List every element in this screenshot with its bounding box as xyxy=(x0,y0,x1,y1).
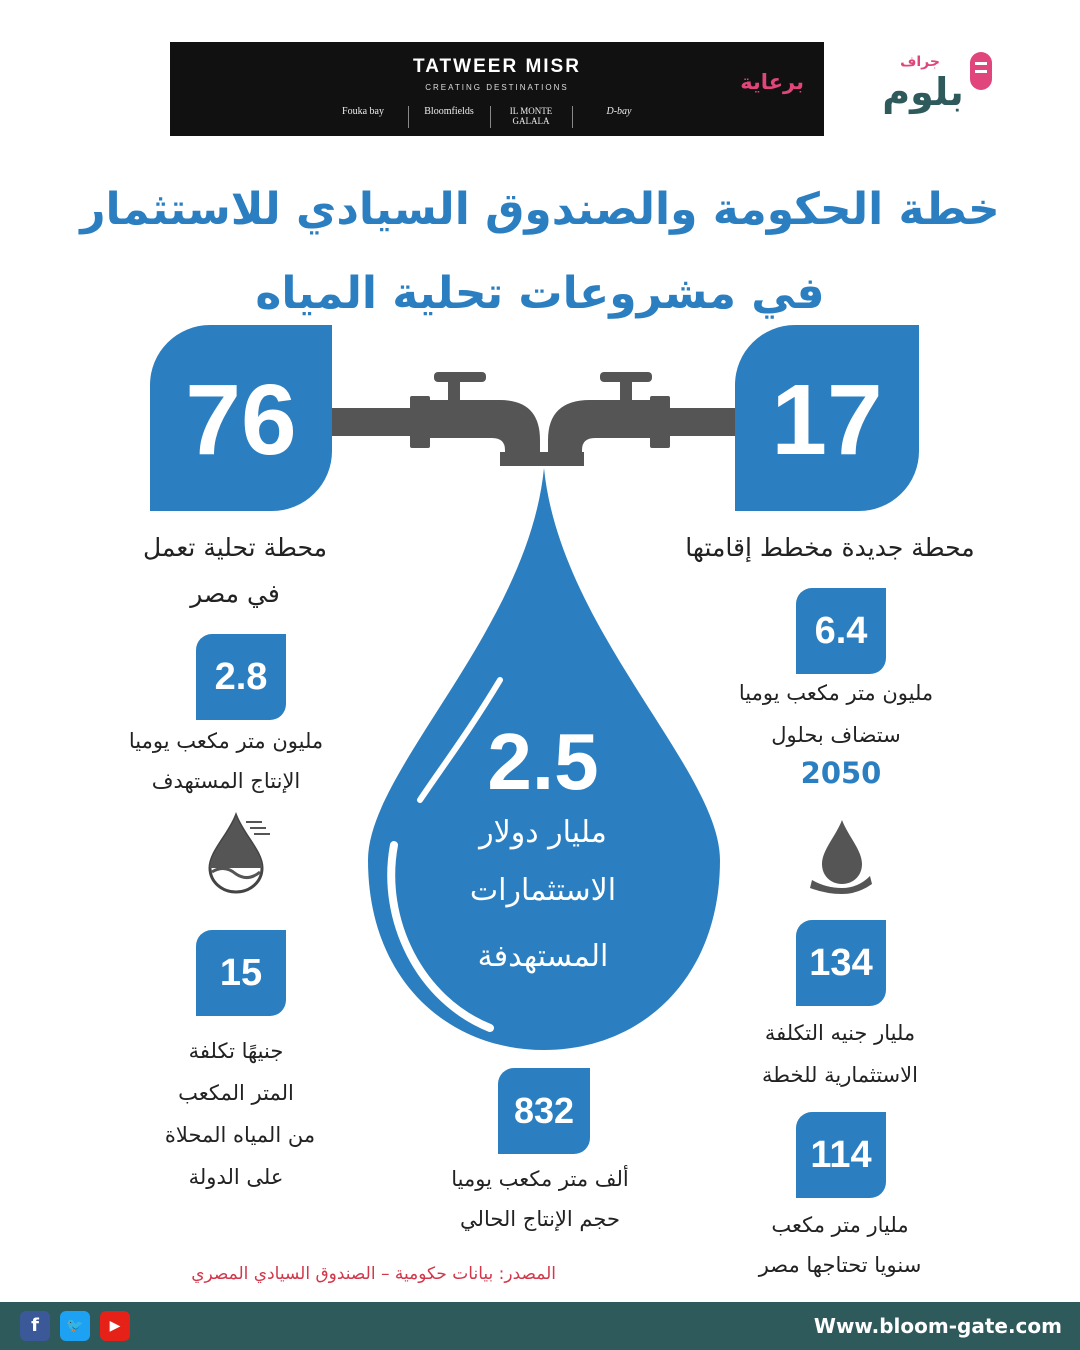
added-capacity-line-2: ستضاف بحلول xyxy=(771,723,901,747)
added-capacity-year: 2050 xyxy=(800,756,882,790)
sponsor-brand: TATWEER MISR xyxy=(413,56,581,77)
website-link[interactable]: Www.bloom-gate.com xyxy=(813,1314,1062,1338)
current-production-line-1: ألف متر مكعب يوميا xyxy=(451,1167,629,1191)
youtube-icon[interactable]: ▶ xyxy=(100,1311,130,1341)
logo-sub: جراف xyxy=(900,54,940,70)
sponsor-project-bloomfields: Bloomfields xyxy=(424,106,474,117)
stations-label-2: في مصر xyxy=(190,579,280,608)
stations-count-box xyxy=(150,325,332,511)
cubic-meter-cost-line-4: على الدولة xyxy=(188,1165,284,1189)
hand-water-drop-icon xyxy=(806,818,876,894)
sponsor-divider xyxy=(408,106,409,128)
added-capacity-box xyxy=(796,588,886,674)
sponsor-tagline: CREATING DESTINATIONS xyxy=(425,83,569,92)
new-stations-count: 17 xyxy=(771,364,883,476)
investment-line-3: المستهدفة xyxy=(477,939,609,974)
stations-count: 76 xyxy=(185,364,297,476)
facebook-icon[interactable]: f xyxy=(20,1311,50,1341)
source-note: المصدر: بيانات حكومية – الصندوق السيادي المصري xyxy=(191,1264,556,1284)
sponsor-project-dbay: D-bay xyxy=(606,106,632,117)
added-capacity-value: 6.4 xyxy=(814,610,868,652)
cubic-meter-cost-value: 15 xyxy=(219,952,263,994)
new-stations-box xyxy=(735,325,919,511)
current-production-line-2: حجم الإنتاج الحالي xyxy=(460,1207,620,1231)
cubic-meter-cost-box xyxy=(196,930,286,1016)
cubic-meter-cost-line-2: المتر المكعب xyxy=(178,1081,294,1105)
water-drop-icon xyxy=(206,812,272,894)
investment-cost-line-2: الاستثمارية للخطة xyxy=(762,1063,918,1087)
footer-bar xyxy=(0,1302,1080,1350)
current-production-box xyxy=(498,1068,590,1154)
annual-need-box xyxy=(796,1112,886,1198)
twitter-icon[interactable]: 🐦 xyxy=(60,1311,90,1341)
sponsor-label: برعاية xyxy=(740,70,804,94)
sponsor-banner xyxy=(170,42,824,136)
investment-cost-box xyxy=(796,920,886,1006)
annual-need-line-2: سنويا تحتاجها مصر xyxy=(758,1253,922,1277)
stations-label-1: محطة تحلية تعمل xyxy=(142,533,328,562)
sponsor-project-galala: IL MONTE GALALA xyxy=(509,106,553,126)
annual-need-value: 114 xyxy=(810,1134,872,1176)
investment-value: 2.5 xyxy=(487,717,599,806)
sponsor-divider xyxy=(490,106,491,128)
investment-line-1: مليار دولار xyxy=(479,815,607,850)
target-production-value: 2.8 xyxy=(214,656,268,698)
sponsor-project-fouka: Fouka bay xyxy=(342,106,384,117)
sponsor-divider xyxy=(572,106,573,128)
bloom-logo xyxy=(862,40,1002,130)
logo-name: بلوم xyxy=(882,70,964,114)
current-production-value: 832 xyxy=(513,1090,575,1131)
investment-cost-line-1: مليار جنيه التكلفة xyxy=(764,1021,916,1045)
title-line-2: في مشروعات تحلية المياه xyxy=(255,268,825,319)
new-stations-label: محطة جديدة مخطط إقامتها xyxy=(685,533,975,562)
target-production-line-1: مليون متر مكعب يوميا xyxy=(128,729,324,753)
cubic-meter-cost-line-3: من المياه المحلاة xyxy=(164,1123,316,1147)
title-line-1: خطة الحكومة والصندوق السيادي للاستثمار xyxy=(80,184,1000,235)
target-production-line-2: الإنتاج المستهدف xyxy=(151,769,301,793)
investment-line-2: الاستثمارات xyxy=(469,873,617,908)
target-production-box xyxy=(196,634,286,720)
annual-need-line-1: مليار متر مكعب xyxy=(771,1213,909,1237)
added-capacity-line-1: مليون متر مكعب يوميا xyxy=(738,681,934,705)
investment-cost-value: 134 xyxy=(809,942,873,984)
cubic-meter-cost-line-1: جنيهًا تكلفة xyxy=(188,1039,284,1063)
